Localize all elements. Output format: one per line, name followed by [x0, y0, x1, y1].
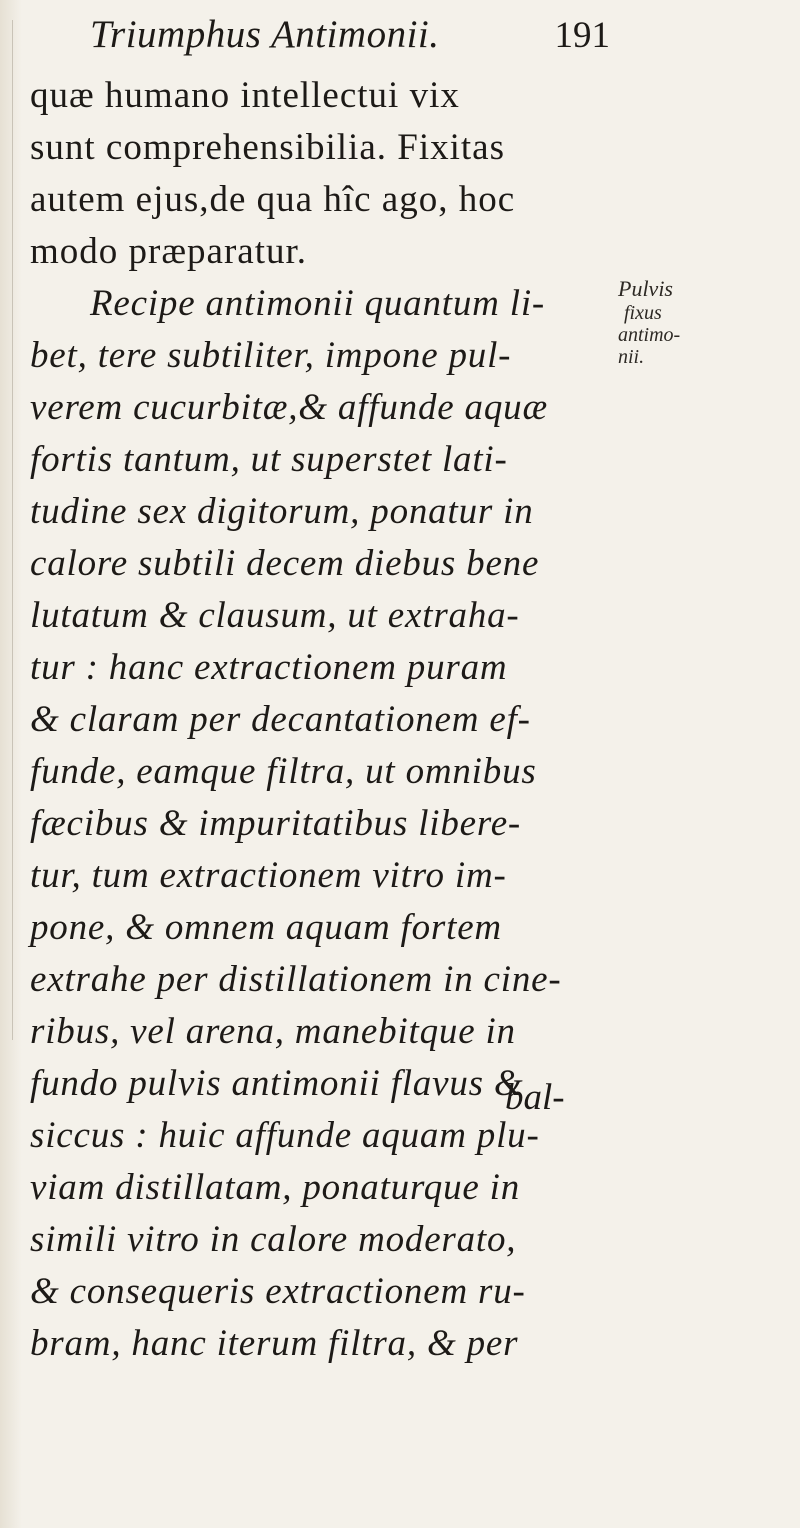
running-title: Triumphus Antimonii.	[90, 13, 440, 56]
text-line-21: siccus : huic affunde aquam plu-	[30, 1115, 540, 1156]
text-line-16: tur, tum extractionem vitro im-	[30, 855, 507, 896]
text-line-23: simili vitro in calore moderato,	[30, 1219, 517, 1260]
text-line-13: & claram per decantationem ef-	[30, 699, 531, 740]
text-line-1: quæ humano intellectui vix	[30, 75, 460, 116]
page-number: 191	[554, 15, 610, 56]
margin-note	[618, 276, 718, 368]
text-line-15: fæcibus & impuritatibus libere-	[30, 803, 522, 844]
margin-note-line-4: nii.	[618, 346, 645, 368]
text-line-19: ribus, vel arena, manebitque in	[30, 1011, 516, 1052]
text-line-18: extrahe per distillationem in cine-	[30, 959, 562, 1000]
margin-note-line-1: Pulvis	[618, 276, 673, 301]
text-line-2: sunt comprehensibilia. Fixitas	[30, 127, 505, 168]
text-line-17: pone, & omnem aquam fortem	[30, 907, 502, 948]
catchword: bal-	[505, 1077, 565, 1118]
text-line-10: calore subtili decem diebus bene	[30, 543, 540, 584]
text-line-22: viam distillatam, ponaturque in	[30, 1167, 521, 1208]
text-line-6: bet, tere subtiliter, impone pul-	[30, 335, 512, 376]
text-line-12: tur : hanc extractionem puram	[30, 647, 508, 688]
page-header	[90, 12, 610, 56]
text-line-20: fundo pulvis antimonii flavus &	[30, 1063, 524, 1104]
text-line-4: modo præparatur.	[30, 231, 308, 272]
binding-edge	[12, 20, 13, 1040]
text-line-8: fortis tantum, ut superstet lati-	[30, 439, 508, 480]
margin-note-line-3: antimo-	[618, 324, 681, 346]
text-line-14: funde, eamque filtra, ut omnibus	[30, 751, 537, 792]
text-line-3: autem ejus,de qua hîc ago, hoc	[30, 179, 516, 220]
body-text	[30, 70, 610, 1370]
text-line-25: bram, hanc iterum filtra, & per	[30, 1323, 519, 1364]
page-gutter	[0, 0, 22, 1528]
text-line-7: verem cucurbitæ,& affunde aquæ	[30, 387, 548, 428]
text-line-9: tudine sex digitorum, ponatur in	[30, 491, 534, 532]
margin-note-line-2: fixus	[624, 302, 662, 324]
text-line-5: Recipe antimonii quantum li-	[90, 283, 546, 324]
text-line-11: lutatum & clausum, ut extraha-	[30, 595, 520, 636]
text-line-24: & consequeris extractionem ru-	[30, 1271, 526, 1312]
